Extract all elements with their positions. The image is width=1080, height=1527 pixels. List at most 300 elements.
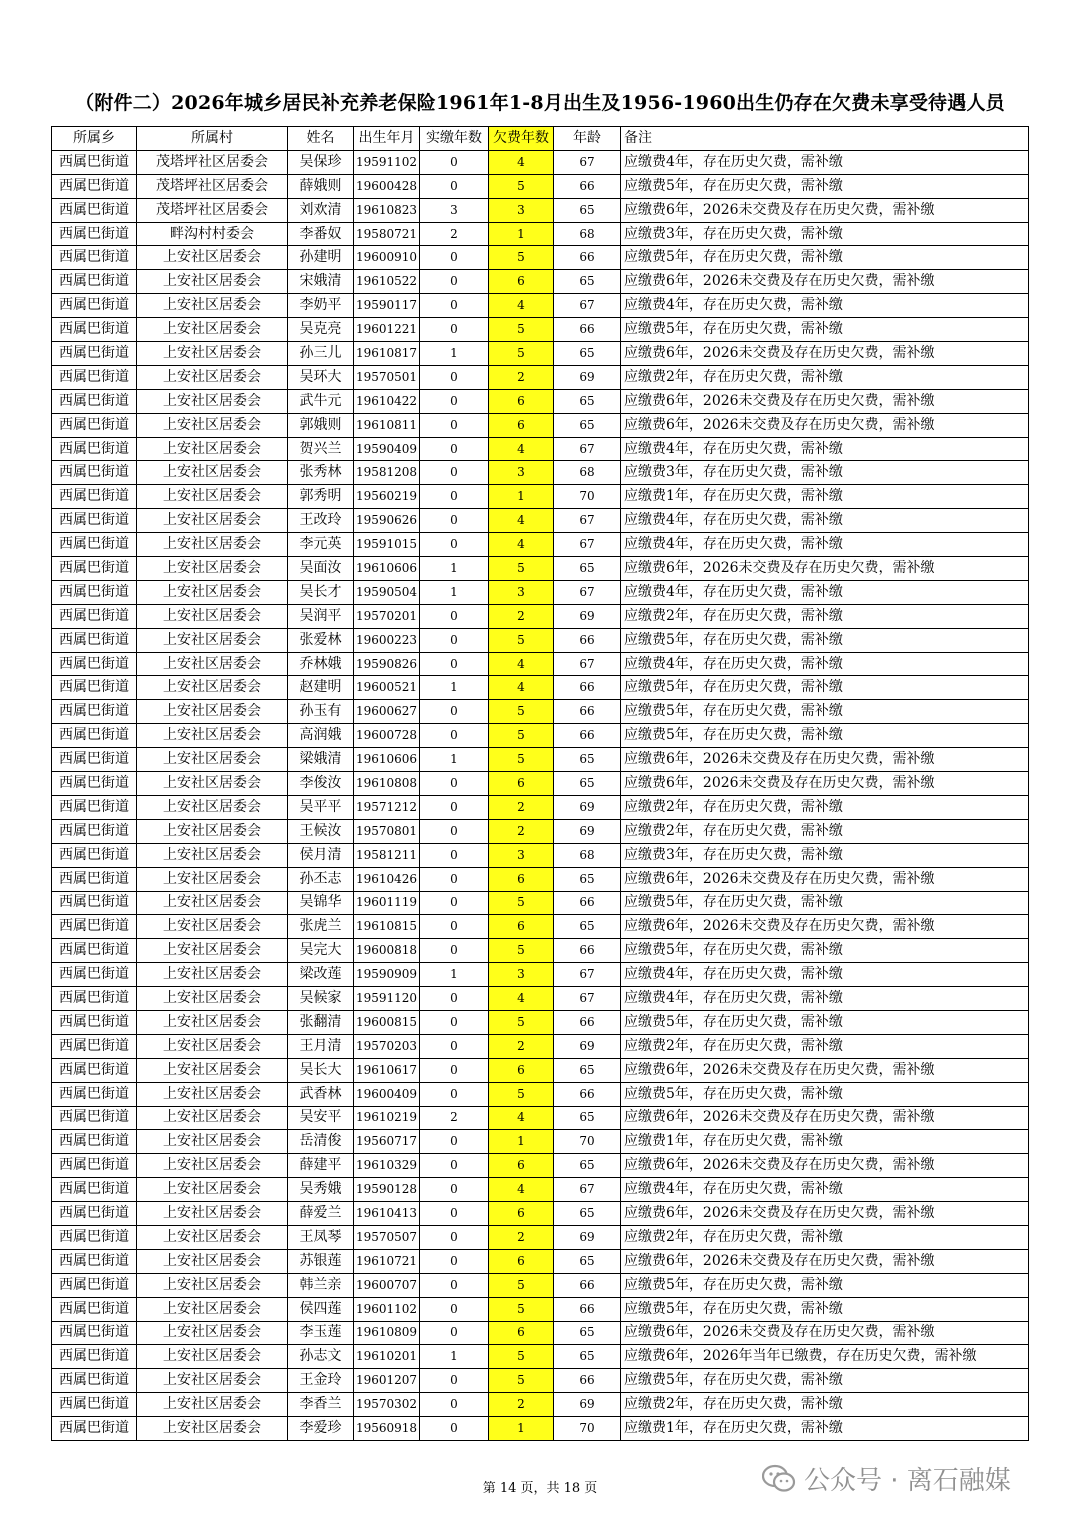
table-row bbox=[52, 1010, 1029, 1034]
cell-name: 吴候家 bbox=[288, 987, 354, 1011]
cell-owed-years: 4 bbox=[489, 150, 554, 174]
cell-village: 上安社区居委会 bbox=[137, 724, 288, 748]
cell-village: 上安社区居委会 bbox=[137, 819, 288, 843]
cell-village: 上安社区居委会 bbox=[137, 963, 288, 987]
cell-birth: 19600521 bbox=[354, 676, 420, 700]
cell-remarks: 应缴费6年，2026未交费及存在历史欠费，需补缴 bbox=[621, 1058, 1029, 1082]
cell-remarks: 应缴费6年，2026未交费及存在历史欠费，需补缴 bbox=[621, 342, 1029, 366]
table-row bbox=[52, 222, 1029, 246]
page-title: （附件二）2026年城乡居民补充养老保险1961年1-8月出生及1956-1960出生仍存在欠费未享受待遇人员 bbox=[75, 92, 1005, 114]
cell-township: 西属巴街道 bbox=[52, 246, 137, 270]
cell-owed-years: 5 bbox=[489, 628, 554, 652]
cell-village: 上安社区居委会 bbox=[137, 628, 288, 652]
cell-age: 67 bbox=[554, 437, 621, 461]
cell-paid-years: 0 bbox=[420, 246, 489, 270]
cell-remarks: 应缴费4年，存在历史欠费，需补缴 bbox=[621, 150, 1029, 174]
cell-age: 65 bbox=[554, 1106, 621, 1130]
cell-township: 西属巴街道 bbox=[52, 1393, 137, 1417]
cell-birth: 19610426 bbox=[354, 867, 420, 891]
cell-age: 69 bbox=[554, 1034, 621, 1058]
cell-remarks: 应缴费2年，存在历史欠费，需补缴 bbox=[621, 1034, 1029, 1058]
cell-village: 上安社区居委会 bbox=[137, 365, 288, 389]
cell-paid-years: 0 bbox=[420, 365, 489, 389]
cell-owed-years: 5 bbox=[489, 700, 554, 724]
cell-paid-years: 0 bbox=[420, 987, 489, 1011]
table-row bbox=[52, 1058, 1029, 1082]
cell-village: 上安社区居委会 bbox=[137, 1082, 288, 1106]
cell-owed-years: 5 bbox=[489, 1082, 554, 1106]
cell-owed-years: 6 bbox=[489, 915, 554, 939]
cell-age: 66 bbox=[554, 1273, 621, 1297]
cell-paid-years: 0 bbox=[420, 294, 489, 318]
cell-township: 西属巴街道 bbox=[52, 1345, 137, 1369]
cell-township: 西属巴街道 bbox=[52, 342, 137, 366]
cell-birth: 19580721 bbox=[354, 222, 420, 246]
cell-owed-years: 5 bbox=[489, 1273, 554, 1297]
cell-owed-years: 5 bbox=[489, 246, 554, 270]
cell-township: 西属巴街道 bbox=[52, 1273, 137, 1297]
table-row bbox=[52, 1034, 1029, 1058]
cell-paid-years: 1 bbox=[420, 748, 489, 772]
cell-owed-years: 4 bbox=[489, 533, 554, 557]
cell-age: 65 bbox=[554, 867, 621, 891]
cell-age: 65 bbox=[554, 1345, 621, 1369]
cell-owed-years: 2 bbox=[489, 1225, 554, 1249]
cell-age: 65 bbox=[554, 270, 621, 294]
cell-birth: 19610219 bbox=[354, 1106, 420, 1130]
cell-paid-years: 0 bbox=[420, 150, 489, 174]
cell-age: 69 bbox=[554, 1393, 621, 1417]
cell-village: 茂塔坪社区居委会 bbox=[137, 198, 288, 222]
cell-birth: 19590117 bbox=[354, 294, 420, 318]
cell-birth: 19601119 bbox=[354, 891, 420, 915]
cell-village: 上安社区居委会 bbox=[137, 1154, 288, 1178]
cell-age: 68 bbox=[554, 843, 621, 867]
cell-name: 郭秀明 bbox=[288, 485, 354, 509]
cell-paid-years: 0 bbox=[420, 437, 489, 461]
cell-remarks: 应缴费6年，2026未交费及存在历史欠费，需补缴 bbox=[621, 915, 1029, 939]
cell-paid-years: 0 bbox=[420, 270, 489, 294]
cell-township: 西属巴街道 bbox=[52, 700, 137, 724]
cell-township: 西属巴街道 bbox=[52, 1225, 137, 1249]
cell-paid-years: 0 bbox=[420, 724, 489, 748]
cell-township: 西属巴街道 bbox=[52, 150, 137, 174]
cell-owed-years: 4 bbox=[489, 652, 554, 676]
cell-village: 上安社区居委会 bbox=[137, 1249, 288, 1273]
table-row bbox=[52, 819, 1029, 843]
cell-birth: 19610606 bbox=[354, 748, 420, 772]
cell-birth: 19601221 bbox=[354, 318, 420, 342]
cell-owed-years: 1 bbox=[489, 222, 554, 246]
cell-village: 上安社区居委会 bbox=[137, 1178, 288, 1202]
cell-village: 上安社区居委会 bbox=[137, 700, 288, 724]
table-row bbox=[52, 1178, 1029, 1202]
cell-remarks: 应缴费5年，存在历史欠费，需补缴 bbox=[621, 174, 1029, 198]
cell-owed-years: 1 bbox=[489, 1417, 554, 1441]
table-row bbox=[52, 509, 1029, 533]
cell-owed-years: 1 bbox=[489, 1130, 554, 1154]
cell-name: 孙三儿 bbox=[288, 342, 354, 366]
cell-village: 上安社区居委会 bbox=[137, 1345, 288, 1369]
cell-township: 西属巴街道 bbox=[52, 963, 137, 987]
col-header-owed-years: 欠费年数 bbox=[489, 127, 554, 151]
table-row bbox=[52, 1417, 1029, 1441]
cell-remarks: 应缴费5年，存在历史欠费，需补缴 bbox=[621, 1297, 1029, 1321]
cell-remarks: 应缴费4年，存在历史欠费，需补缴 bbox=[621, 580, 1029, 604]
cell-township: 西属巴街道 bbox=[52, 843, 137, 867]
cell-name: 李元英 bbox=[288, 533, 354, 557]
table-row bbox=[52, 1297, 1029, 1321]
cell-owed-years: 5 bbox=[489, 724, 554, 748]
cell-name: 吴安平 bbox=[288, 1106, 354, 1130]
cell-township: 西属巴街道 bbox=[52, 1154, 137, 1178]
cell-name: 吴面汝 bbox=[288, 557, 354, 581]
cell-village: 上安社区居委会 bbox=[137, 318, 288, 342]
cell-village: 上安社区居委会 bbox=[137, 294, 288, 318]
table-row bbox=[52, 318, 1029, 342]
cell-paid-years: 0 bbox=[420, 1321, 489, 1345]
cell-township: 西属巴街道 bbox=[52, 795, 137, 819]
cell-age: 66 bbox=[554, 724, 621, 748]
cell-township: 西属巴街道 bbox=[52, 509, 137, 533]
col-header-remarks: 备注 bbox=[621, 127, 1029, 151]
cell-birth: 19600818 bbox=[354, 939, 420, 963]
table-row bbox=[52, 867, 1029, 891]
cell-paid-years: 1 bbox=[420, 557, 489, 581]
cell-name: 王改玲 bbox=[288, 509, 354, 533]
cell-paid-years: 0 bbox=[420, 1130, 489, 1154]
table-row bbox=[52, 628, 1029, 652]
cell-name: 吴克亮 bbox=[288, 318, 354, 342]
cell-owed-years: 5 bbox=[489, 1369, 554, 1393]
cell-name: 吴长大 bbox=[288, 1058, 354, 1082]
cell-township: 西属巴街道 bbox=[52, 867, 137, 891]
table-row bbox=[52, 843, 1029, 867]
cell-paid-years: 0 bbox=[420, 174, 489, 198]
cell-paid-years: 0 bbox=[420, 1225, 489, 1249]
cell-township: 西属巴街道 bbox=[52, 1058, 137, 1082]
cell-age: 66 bbox=[554, 1010, 621, 1034]
cell-owed-years: 4 bbox=[489, 294, 554, 318]
table-row bbox=[52, 150, 1029, 174]
table-row bbox=[52, 1393, 1029, 1417]
cell-name: 侯四莲 bbox=[288, 1297, 354, 1321]
cell-name: 高润娥 bbox=[288, 724, 354, 748]
table-row bbox=[52, 700, 1029, 724]
cell-birth: 19610823 bbox=[354, 198, 420, 222]
table-row bbox=[52, 1321, 1029, 1345]
cell-age: 65 bbox=[554, 915, 621, 939]
cell-owed-years: 6 bbox=[489, 270, 554, 294]
cell-township: 西属巴街道 bbox=[52, 485, 137, 509]
cell-name: 孙建明 bbox=[288, 246, 354, 270]
cell-birth: 19610811 bbox=[354, 413, 420, 437]
cell-age: 65 bbox=[554, 389, 621, 413]
table-row bbox=[52, 915, 1029, 939]
cell-village: 上安社区居委会 bbox=[137, 891, 288, 915]
cell-paid-years: 0 bbox=[420, 1082, 489, 1106]
cell-paid-years: 1 bbox=[420, 1345, 489, 1369]
cell-birth: 19610617 bbox=[354, 1058, 420, 1082]
cell-village: 上安社区居委会 bbox=[137, 1417, 288, 1441]
table-row bbox=[52, 485, 1029, 509]
cell-birth: 19610815 bbox=[354, 915, 420, 939]
table-row bbox=[52, 604, 1029, 628]
table-row bbox=[52, 413, 1029, 437]
cell-township: 西属巴街道 bbox=[52, 1082, 137, 1106]
table-row bbox=[52, 1202, 1029, 1226]
cell-village: 上安社区居委会 bbox=[137, 1106, 288, 1130]
cell-name: 吴润平 bbox=[288, 604, 354, 628]
cell-birth: 19570801 bbox=[354, 819, 420, 843]
cell-township: 西属巴街道 bbox=[52, 604, 137, 628]
page-number: 第 14 页，共 18 页 bbox=[482, 1481, 598, 1496]
cell-age: 65 bbox=[554, 1058, 621, 1082]
cell-village: 上安社区居委会 bbox=[137, 939, 288, 963]
cell-name: 王金玲 bbox=[288, 1369, 354, 1393]
cell-village: 上安社区居委会 bbox=[137, 1130, 288, 1154]
cell-township: 西属巴街道 bbox=[52, 748, 137, 772]
cell-remarks: 应缴费2年，存在历史欠费，需补缴 bbox=[621, 1393, 1029, 1417]
cell-owed-years: 5 bbox=[489, 1297, 554, 1321]
cell-remarks: 应缴费5年，存在历史欠费，需补缴 bbox=[621, 724, 1029, 748]
cell-village: 茂塔坪社区居委会 bbox=[137, 174, 288, 198]
table-row bbox=[52, 1369, 1029, 1393]
cell-age: 65 bbox=[554, 413, 621, 437]
cell-township: 西属巴街道 bbox=[52, 461, 137, 485]
cell-name: 韩兰亲 bbox=[288, 1273, 354, 1297]
cell-owed-years: 6 bbox=[489, 1202, 554, 1226]
table-row bbox=[52, 294, 1029, 318]
cell-age: 70 bbox=[554, 1130, 621, 1154]
cell-paid-years: 0 bbox=[420, 1154, 489, 1178]
cell-owed-years: 5 bbox=[489, 174, 554, 198]
cell-age: 66 bbox=[554, 676, 621, 700]
cell-village: 上安社区居委会 bbox=[137, 772, 288, 796]
cell-owed-years: 1 bbox=[489, 485, 554, 509]
cell-remarks: 应缴费6年，2026未交费及存在历史欠费，需补缴 bbox=[621, 1202, 1029, 1226]
cell-paid-years: 0 bbox=[420, 915, 489, 939]
cell-paid-years: 0 bbox=[420, 1369, 489, 1393]
cell-remarks: 应缴费1年，存在历史欠费，需补缴 bbox=[621, 1417, 1029, 1441]
cell-township: 西属巴街道 bbox=[52, 437, 137, 461]
cell-age: 65 bbox=[554, 1321, 621, 1345]
cell-remarks: 应缴费3年，存在历史欠费，需补缴 bbox=[621, 461, 1029, 485]
cell-name: 吴长才 bbox=[288, 580, 354, 604]
cell-paid-years: 0 bbox=[420, 1417, 489, 1441]
cell-name: 吴环大 bbox=[288, 365, 354, 389]
cell-name: 吴完大 bbox=[288, 939, 354, 963]
cell-remarks: 应缴费6年，2026未交费及存在历史欠费，需补缴 bbox=[621, 1106, 1029, 1130]
cell-village: 上安社区居委会 bbox=[137, 389, 288, 413]
cell-birth: 19570507 bbox=[354, 1225, 420, 1249]
cell-remarks: 应缴费6年，2026未交费及存在历史欠费，需补缴 bbox=[621, 748, 1029, 772]
cell-birth: 19570501 bbox=[354, 365, 420, 389]
cell-name: 苏银莲 bbox=[288, 1249, 354, 1273]
cell-birth: 19581211 bbox=[354, 843, 420, 867]
cell-township: 西属巴街道 bbox=[52, 987, 137, 1011]
cell-village: 上安社区居委会 bbox=[137, 843, 288, 867]
cell-village: 上安社区居委会 bbox=[137, 437, 288, 461]
cell-remarks: 应缴费2年，存在历史欠费，需补缴 bbox=[621, 365, 1029, 389]
cell-name: 薛娥则 bbox=[288, 174, 354, 198]
cell-village: 上安社区居委会 bbox=[137, 1273, 288, 1297]
cell-remarks: 应缴费5年，存在历史欠费，需补缴 bbox=[621, 318, 1029, 342]
cell-birth: 19601102 bbox=[354, 1297, 420, 1321]
table-row bbox=[52, 437, 1029, 461]
cell-name: 刘欢清 bbox=[288, 198, 354, 222]
table-row bbox=[52, 1249, 1029, 1273]
table-row bbox=[52, 772, 1029, 796]
cell-birth: 19581208 bbox=[354, 461, 420, 485]
cell-name: 李奶平 bbox=[288, 294, 354, 318]
cell-village: 上安社区居委会 bbox=[137, 270, 288, 294]
cell-name: 张秀林 bbox=[288, 461, 354, 485]
cell-birth: 19590826 bbox=[354, 652, 420, 676]
cell-age: 66 bbox=[554, 1082, 621, 1106]
cell-owed-years: 5 bbox=[489, 891, 554, 915]
cell-remarks: 应缴费2年，存在历史欠费，需补缴 bbox=[621, 819, 1029, 843]
cell-birth: 19610329 bbox=[354, 1154, 420, 1178]
cell-age: 67 bbox=[554, 987, 621, 1011]
cell-age: 66 bbox=[554, 891, 621, 915]
cell-birth: 19590909 bbox=[354, 963, 420, 987]
cell-age: 65 bbox=[554, 772, 621, 796]
table-row bbox=[52, 389, 1029, 413]
cell-paid-years: 0 bbox=[420, 318, 489, 342]
cell-owed-years: 2 bbox=[489, 795, 554, 819]
cell-birth: 19600815 bbox=[354, 1010, 420, 1034]
cell-age: 67 bbox=[554, 1178, 621, 1202]
cell-paid-years: 0 bbox=[420, 819, 489, 843]
cell-name: 贺兴兰 bbox=[288, 437, 354, 461]
cell-paid-years: 0 bbox=[420, 700, 489, 724]
cell-village: 上安社区居委会 bbox=[137, 557, 288, 581]
arrears-table bbox=[51, 126, 1029, 1441]
cell-paid-years: 1 bbox=[420, 963, 489, 987]
cell-owed-years: 6 bbox=[489, 389, 554, 413]
cell-township: 西属巴街道 bbox=[52, 1417, 137, 1441]
cell-owed-years: 6 bbox=[489, 772, 554, 796]
cell-paid-years: 0 bbox=[420, 461, 489, 485]
cell-owed-years: 2 bbox=[489, 1393, 554, 1417]
cell-birth: 19590504 bbox=[354, 580, 420, 604]
cell-age: 70 bbox=[554, 1417, 621, 1441]
cell-remarks: 应缴费2年，存在历史欠费，需补缴 bbox=[621, 795, 1029, 819]
table-row bbox=[52, 246, 1029, 270]
cell-paid-years: 1 bbox=[420, 342, 489, 366]
table-row bbox=[52, 1082, 1029, 1106]
cell-birth: 19560918 bbox=[354, 1417, 420, 1441]
watermark-text: 公众号 · 离石融媒 bbox=[804, 1466, 1011, 1496]
cell-name: 王候汝 bbox=[288, 819, 354, 843]
cell-birth: 19591102 bbox=[354, 150, 420, 174]
cell-owed-years: 3 bbox=[489, 461, 554, 485]
table-row bbox=[52, 676, 1029, 700]
cell-name: 梁改莲 bbox=[288, 963, 354, 987]
cell-township: 西属巴街道 bbox=[52, 365, 137, 389]
cell-name: 薛建平 bbox=[288, 1154, 354, 1178]
cell-name: 李玉莲 bbox=[288, 1321, 354, 1345]
cell-owed-years: 5 bbox=[489, 342, 554, 366]
cell-village: 上安社区居委会 bbox=[137, 795, 288, 819]
table-row bbox=[52, 580, 1029, 604]
cell-name: 孙丕志 bbox=[288, 867, 354, 891]
cell-name: 乔林娥 bbox=[288, 652, 354, 676]
cell-owed-years: 2 bbox=[489, 604, 554, 628]
cell-owed-years: 4 bbox=[489, 1178, 554, 1202]
cell-name: 郭娥则 bbox=[288, 413, 354, 437]
cell-name: 侯月清 bbox=[288, 843, 354, 867]
cell-owed-years: 6 bbox=[489, 867, 554, 891]
cell-township: 西属巴街道 bbox=[52, 174, 137, 198]
cell-name: 张爱林 bbox=[288, 628, 354, 652]
cell-remarks: 应缴费5年，存在历史欠费，需补缴 bbox=[621, 246, 1029, 270]
cell-birth: 19610809 bbox=[354, 1321, 420, 1345]
cell-paid-years: 0 bbox=[420, 867, 489, 891]
cell-village: 上安社区居委会 bbox=[137, 1202, 288, 1226]
cell-remarks: 应缴费6年，2026未交费及存在历史欠费，需补缴 bbox=[621, 413, 1029, 437]
cell-birth: 19610606 bbox=[354, 557, 420, 581]
cell-township: 西属巴街道 bbox=[52, 198, 137, 222]
cell-remarks: 应缴费6年，2026未交费及存在历史欠费，需补缴 bbox=[621, 557, 1029, 581]
cell-remarks: 应缴费4年，存在历史欠费，需补缴 bbox=[621, 652, 1029, 676]
cell-township: 西属巴街道 bbox=[52, 628, 137, 652]
cell-village: 上安社区居委会 bbox=[137, 1034, 288, 1058]
cell-village: 畔沟村村委会 bbox=[137, 222, 288, 246]
cell-township: 西属巴街道 bbox=[52, 652, 137, 676]
cell-age: 66 bbox=[554, 939, 621, 963]
cell-paid-years: 0 bbox=[420, 795, 489, 819]
cell-age: 66 bbox=[554, 174, 621, 198]
cell-remarks: 应缴费4年，存在历史欠费，需补缴 bbox=[621, 987, 1029, 1011]
cell-age: 67 bbox=[554, 963, 621, 987]
cell-paid-years: 0 bbox=[420, 1010, 489, 1034]
cell-age: 65 bbox=[554, 748, 621, 772]
cell-township: 西属巴街道 bbox=[52, 222, 137, 246]
cell-paid-years: 2 bbox=[420, 222, 489, 246]
table-row bbox=[52, 1273, 1029, 1297]
cell-remarks: 应缴费4年，存在历史欠费，需补缴 bbox=[621, 963, 1029, 987]
cell-age: 67 bbox=[554, 652, 621, 676]
cell-birth: 19610817 bbox=[354, 342, 420, 366]
cell-village: 上安社区居委会 bbox=[137, 1321, 288, 1345]
cell-owed-years: 6 bbox=[489, 1058, 554, 1082]
cell-name: 赵建明 bbox=[288, 676, 354, 700]
cell-paid-years: 0 bbox=[420, 772, 489, 796]
cell-name: 吴平平 bbox=[288, 795, 354, 819]
cell-birth: 19610721 bbox=[354, 1249, 420, 1273]
cell-remarks: 应缴费4年，存在历史欠费，需补缴 bbox=[621, 509, 1029, 533]
cell-remarks: 应缴费4年，存在历史欠费，需补缴 bbox=[621, 437, 1029, 461]
cell-paid-years: 0 bbox=[420, 485, 489, 509]
cell-village: 上安社区居委会 bbox=[137, 867, 288, 891]
cell-owed-years: 6 bbox=[489, 1154, 554, 1178]
cell-village: 上安社区居委会 bbox=[137, 1393, 288, 1417]
cell-age: 65 bbox=[554, 1154, 621, 1178]
cell-remarks: 应缴费2年，存在历史欠费，需补缴 bbox=[621, 604, 1029, 628]
table-row bbox=[52, 795, 1029, 819]
cell-birth: 19600627 bbox=[354, 700, 420, 724]
cell-birth: 19600707 bbox=[354, 1273, 420, 1297]
cell-birth: 19600409 bbox=[354, 1082, 420, 1106]
cell-birth: 19590409 bbox=[354, 437, 420, 461]
cell-birth: 19591015 bbox=[354, 533, 420, 557]
cell-remarks: 应缴费6年，2026未交费及存在历史欠费，需补缴 bbox=[621, 389, 1029, 413]
table-row bbox=[52, 891, 1029, 915]
cell-township: 西属巴街道 bbox=[52, 1202, 137, 1226]
table-row bbox=[52, 1345, 1029, 1369]
